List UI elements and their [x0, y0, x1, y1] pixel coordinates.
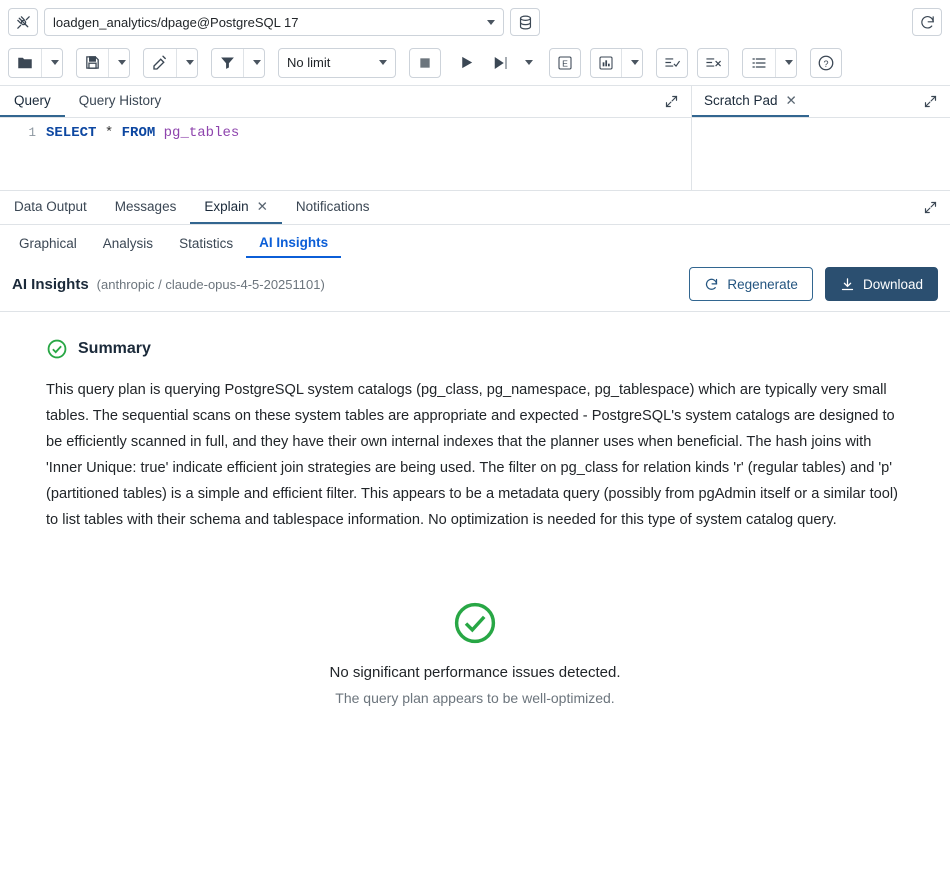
query-tabstrip	[0, 86, 691, 118]
tab-messages[interactable]	[101, 191, 191, 224]
database-icon[interactable]	[510, 8, 540, 36]
query-expand-icon[interactable]	[652, 94, 691, 109]
output-expand-icon[interactable]	[911, 200, 950, 215]
regenerate-label: Regenerate	[727, 276, 798, 292]
main-toolbar	[0, 42, 950, 86]
no-issues-line-2: The query plan appears to be well-optimized.	[335, 689, 615, 706]
macros-group	[742, 48, 797, 78]
tab-query-history-label: Query History	[78, 93, 162, 108]
summary-header	[46, 338, 904, 360]
tab-query-history[interactable]	[65, 86, 176, 117]
scratch-pad-header	[692, 86, 950, 118]
scratch-pad-textarea[interactable]	[692, 118, 950, 190]
summary-heading: Summary	[78, 340, 151, 357]
refresh-icon[interactable]	[912, 8, 942, 36]
summary-text: This query plan is querying PostgreSQL system catalogs (pg_class, pg_namespace, pg_tablespace) which are typically very small tables. The sequential scans on these system tables are appropriate and expected - PostgreSQL's system catalogs are designed to be efficiently scanned in full, and they have their own internal indexes that the planner uses when beneficial. The hash joins with 'Inner Unique: true' indicate efficient join strategies are being used. The filter on pg_class for relation kinds 'r' (regular tables) and 'p' (partitioned tables) is a simple and efficient filter. This appears to be a metadata query (possibly from pgAdmin itself or a similar tool) to list tables with their schema and tablespace information. No optimization is needed for this type of system catalog query.	[46, 382, 898, 528]
tab-data-output-label: Data Output	[14, 199, 87, 214]
explain-E-icon[interactable]	[549, 48, 581, 78]
stop-icon[interactable]	[409, 48, 441, 78]
tab-messages-label: Messages	[114, 199, 177, 214]
tab-analysis-label: Analysis	[102, 235, 154, 251]
editor-gutter	[0, 118, 46, 190]
scratch-pad-panel	[692, 86, 950, 190]
tab-graphical[interactable]	[6, 229, 90, 257]
filter-dropdown[interactable]	[244, 49, 264, 77]
tab-analysis[interactable]	[90, 229, 166, 257]
open-file-dropdown[interactable]	[42, 49, 62, 77]
line-number: 1	[28, 126, 36, 140]
chevron-down-icon	[379, 60, 387, 65]
output-panel	[0, 191, 950, 887]
tab-notifications-label: Notifications	[295, 199, 370, 214]
tab-scratch-pad[interactable]	[692, 86, 809, 117]
help-icon[interactable]	[810, 48, 842, 78]
query-area	[0, 86, 950, 191]
edit-dropdown[interactable]	[177, 49, 197, 77]
sql-editor[interactable]	[0, 118, 691, 190]
tab-statistics-label: Statistics	[179, 235, 234, 251]
edit-group	[143, 48, 198, 78]
tab-data-output[interactable]	[0, 191, 101, 224]
explain-analyze-chart-icon[interactable]	[591, 49, 621, 77]
scratch-pad-expand-icon[interactable]	[911, 94, 950, 109]
ai-insights-title: AI Insights	[12, 275, 89, 293]
tab-query-label: Query	[14, 93, 51, 108]
save-icon[interactable]	[77, 49, 108, 77]
commit-icon[interactable]	[656, 48, 688, 78]
pencil-icon[interactable]	[144, 49, 176, 77]
open-file-group	[8, 48, 63, 78]
plug-icon[interactable]	[8, 8, 38, 36]
sql-keyword-from: FROM	[121, 125, 156, 141]
connection-select[interactable]	[44, 8, 504, 36]
sql-keyword-select: SELECT	[46, 125, 97, 141]
sql-star: *	[104, 125, 114, 141]
connection-title: loadgen_analytics/dpage@PostgreSQL 17	[53, 14, 299, 30]
row-limit-label: No limit	[287, 55, 331, 70]
row-limit-select[interactable]	[278, 48, 396, 78]
download-button[interactable]	[825, 267, 938, 301]
list-menu-icon[interactable]	[743, 49, 775, 77]
tab-ai-insights[interactable]	[246, 228, 341, 258]
folder-open-icon[interactable]	[9, 49, 41, 77]
tab-query[interactable]	[0, 86, 65, 117]
svg-text:?: ?	[823, 58, 829, 69]
output-tabstrip	[0, 191, 950, 225]
play-script-icon[interactable]	[484, 48, 516, 78]
query-section	[0, 86, 950, 191]
regenerate-button[interactable]	[689, 267, 813, 301]
svg-text:E: E	[562, 57, 568, 68]
macros-dropdown[interactable]	[776, 49, 796, 77]
close-icon[interactable]: ✕	[256, 198, 268, 214]
download-label: Download	[862, 276, 923, 292]
download-icon	[840, 277, 855, 292]
ai-insights-content	[0, 312, 950, 887]
filter-icon[interactable]	[212, 49, 243, 77]
tab-explain-label: Explain	[204, 199, 249, 214]
execute-options-group	[484, 48, 536, 78]
filter-group	[211, 48, 265, 78]
tab-notifications[interactable]	[282, 191, 384, 224]
ai-insights-header	[0, 261, 950, 312]
tab-ai-insights-label: AI Insights	[259, 234, 329, 250]
execute-dropdown[interactable]	[516, 48, 536, 78]
save-file-dropdown[interactable]	[109, 49, 129, 77]
no-issues-status	[46, 600, 904, 706]
explain-analyze-group	[590, 48, 643, 78]
tab-explain[interactable]	[190, 191, 282, 224]
explain-inner-tabs	[0, 225, 950, 261]
rollback-icon[interactable]	[697, 48, 729, 78]
connection-bar	[0, 0, 950, 42]
check-circle-icon	[46, 338, 68, 360]
scratch-pad-label: Scratch Pad	[704, 93, 778, 108]
tab-graphical-label: Graphical	[19, 235, 77, 251]
play-icon[interactable]	[450, 48, 482, 78]
no-issues-line-1: No significant performance issues detected.	[329, 663, 621, 681]
refresh-icon	[704, 277, 719, 292]
sql-code[interactable]	[46, 118, 691, 190]
sql-table-name: pg_tables	[163, 125, 240, 141]
close-icon[interactable]: ✕	[785, 92, 797, 108]
chevron-down-icon	[487, 20, 495, 25]
check-circle-large-icon	[46, 600, 904, 646]
tab-statistics[interactable]	[166, 229, 246, 257]
explain-dropdown[interactable]	[622, 49, 642, 77]
connection-actions	[510, 8, 942, 36]
ai-insights-model: (anthropic / claude-opus-4-5-20251101)	[96, 276, 325, 292]
save-file-group	[76, 48, 130, 78]
